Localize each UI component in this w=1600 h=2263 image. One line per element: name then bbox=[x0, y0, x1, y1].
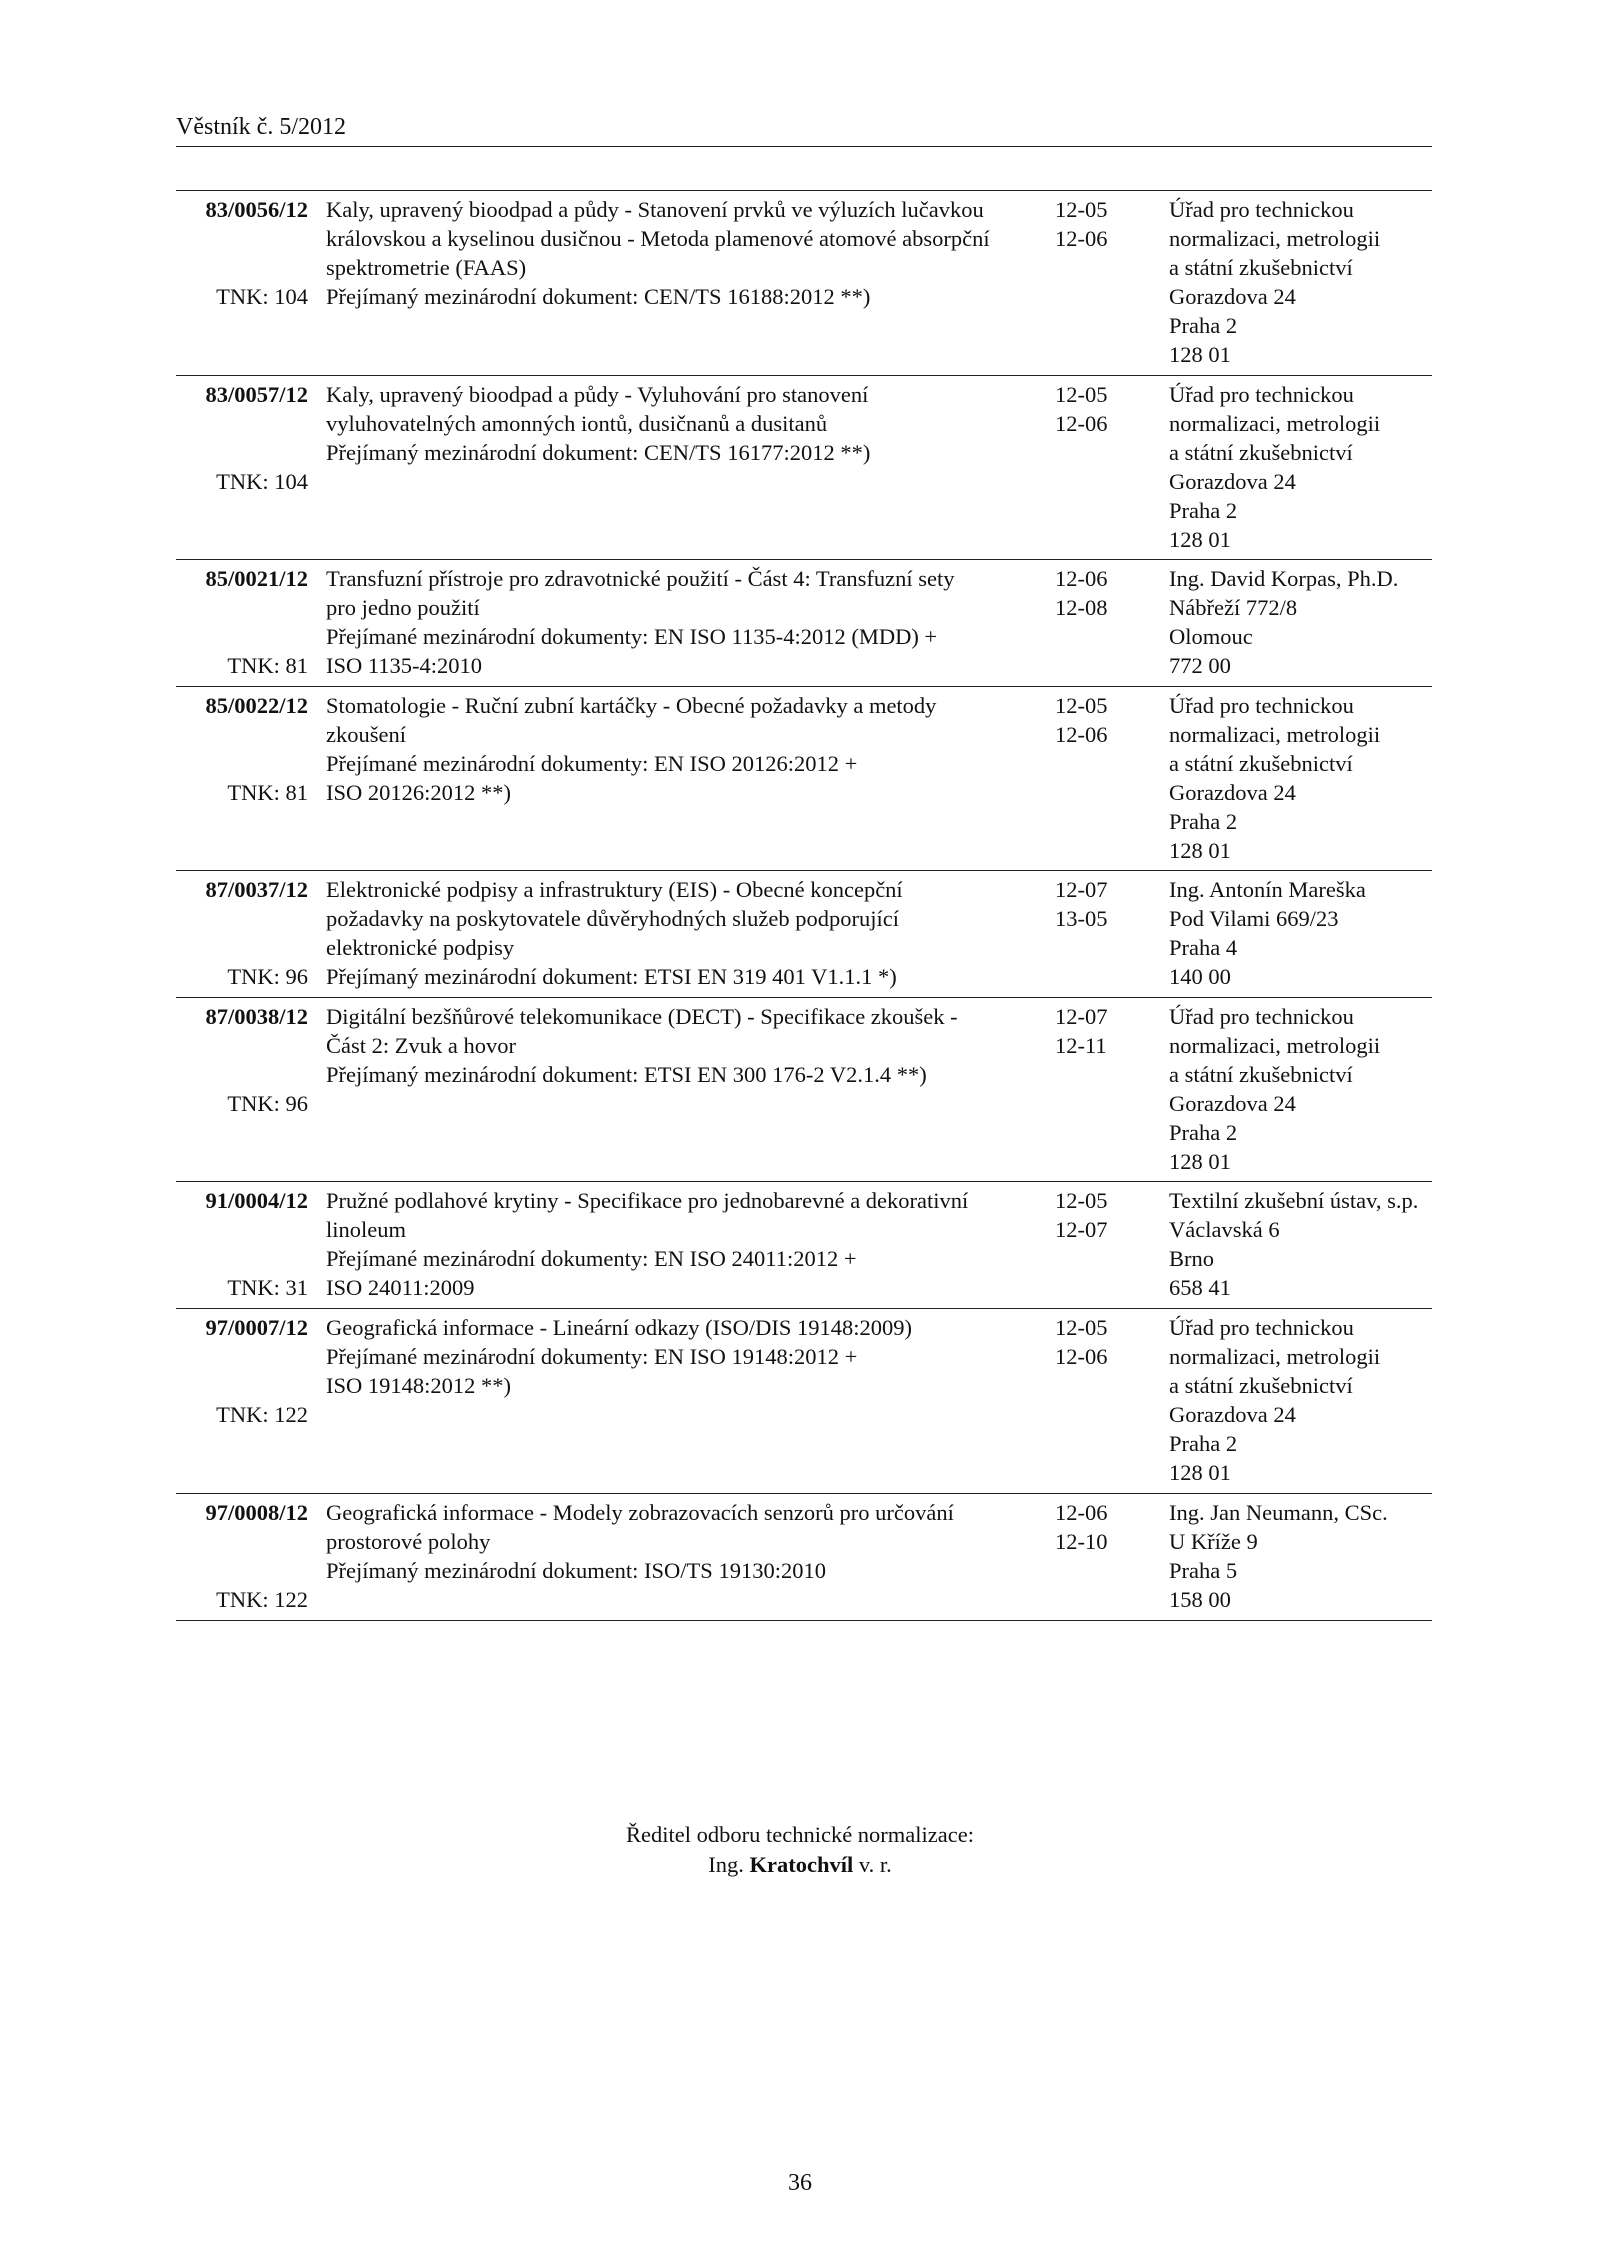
entry-processor-address-line: Ing. Jan Neumann, CSc. bbox=[1169, 1500, 1388, 1525]
entry-processor-address-line: Gorazdova 24 bbox=[1169, 1091, 1296, 1116]
entry-processor-address-line: 128 01 bbox=[1169, 838, 1231, 863]
entry-processor-address-line: Gorazdova 24 bbox=[1169, 1402, 1296, 1427]
table-row bbox=[176, 687, 1432, 871]
entry-processor-address-line: normalizaci, metrologii bbox=[1169, 226, 1381, 251]
entry-description-line: Digitální bezšňůrové telekomunikace (DECT) - Specifikace zkoušek - bbox=[326, 1004, 958, 1029]
entry-description-line: Přejímaný mezinárodní dokument: ETSI EN 300 176-2 V2.1.4 **) bbox=[326, 1062, 927, 1087]
entry-processor-address-line: normalizaci, metrologii bbox=[1169, 1344, 1381, 1369]
entry-dates-line: 12-10 bbox=[1055, 1529, 1108, 1554]
entry-processor-address-line: Praha 2 bbox=[1169, 313, 1238, 338]
entry-description-line: ISO 1135-4:2010 bbox=[326, 653, 483, 678]
table-row bbox=[176, 560, 1432, 687]
entry-id-cell bbox=[176, 691, 308, 805]
entry-id-cell bbox=[176, 564, 308, 678]
entry-processor-address-line: 128 01 bbox=[1169, 1149, 1231, 1174]
entry-tnk: TNK: 122 bbox=[216, 1587, 308, 1612]
entry-processor-address bbox=[1169, 875, 1439, 991]
entry-processor-address-line: Úřad pro technickou bbox=[1169, 197, 1354, 222]
entry-description-line: zkoušení bbox=[326, 722, 406, 747]
entry-description-line: linoleum bbox=[326, 1217, 406, 1242]
entry-dates bbox=[1055, 1002, 1135, 1060]
journal-title: Věstník č. 5/2012 bbox=[176, 114, 346, 140]
entry-processor-address bbox=[1169, 380, 1439, 554]
entry-dates-line: 12-07 bbox=[1055, 877, 1108, 902]
signature-name bbox=[0, 1850, 1600, 1880]
entry-description-line: vyluhovatelných amonných iontů, dusičnanů a dusitanů bbox=[326, 411, 828, 436]
entry-description-line: Přejímaný mezinárodní dokument: CEN/TS 16188:2012 **) bbox=[326, 284, 871, 309]
entry-processor-address-line: Úřad pro technickou bbox=[1169, 1315, 1354, 1340]
signature-role: Ředitel odboru technické normalizace: bbox=[626, 1822, 974, 1847]
entry-dates-line: 12-06 bbox=[1055, 722, 1108, 747]
entry-processor-address-line: Pod Vilami 669/23 bbox=[1169, 906, 1339, 931]
signature-surname: Kratochvíl bbox=[749, 1852, 854, 1877]
entry-code: 85/0022/12 bbox=[205, 693, 308, 718]
entry-description-line: pro jedno použití bbox=[326, 595, 480, 620]
entry-processor-address-line: Praha 2 bbox=[1169, 498, 1238, 523]
entry-code: 85/0021/12 bbox=[205, 566, 308, 591]
entry-dates-line: 12-06 bbox=[1055, 566, 1108, 591]
entry-processor-address bbox=[1169, 1313, 1439, 1487]
entry-dates-line: 12-05 bbox=[1055, 1188, 1108, 1213]
entry-dates bbox=[1055, 875, 1135, 933]
entry-processor-address bbox=[1169, 564, 1439, 680]
entry-description-line: spektrometrie (FAAS) bbox=[326, 255, 527, 280]
entry-code: 97/0007/12 bbox=[205, 1315, 308, 1340]
entry-processor-address-line: 158 00 bbox=[1169, 1587, 1231, 1612]
entry-dates-line: 12-06 bbox=[1055, 411, 1108, 436]
entry-description-line: Přejímané mezinárodní dokumenty: EN ISO 24011:2012 + bbox=[326, 1246, 857, 1271]
entry-dates-line: 12-05 bbox=[1055, 693, 1108, 718]
entry-processor-address bbox=[1169, 1002, 1439, 1176]
table-row bbox=[176, 1309, 1432, 1494]
entry-description-line: ISO 19148:2012 **) bbox=[326, 1373, 511, 1398]
entry-code: 83/0056/12 bbox=[205, 197, 308, 222]
entry-description-line: Přejímané mezinárodní dokumenty: EN ISO 19148:2012 + bbox=[326, 1344, 858, 1369]
page-header bbox=[176, 112, 1432, 147]
entry-tnk: TNK: 96 bbox=[227, 964, 308, 989]
entry-processor-address-line: 772 00 bbox=[1169, 653, 1231, 678]
entry-processor-address bbox=[1169, 1498, 1439, 1614]
entry-description-line: Geografická informace - Modely zobrazovacích senzorů pro určování bbox=[326, 1500, 954, 1525]
entry-processor-address-line: Olomouc bbox=[1169, 624, 1253, 649]
entry-processor-address-line: Praha 4 bbox=[1169, 935, 1238, 960]
entry-processor-address-line: Gorazdova 24 bbox=[1169, 780, 1296, 805]
entry-dates bbox=[1055, 1498, 1135, 1556]
entry-code: 97/0008/12 bbox=[205, 1500, 308, 1525]
entry-processor-address-line: normalizaci, metrologii bbox=[1169, 411, 1381, 436]
entry-processor-address-line: Ing. Antonín Mareška bbox=[1169, 877, 1366, 902]
page-number: 36 bbox=[788, 2170, 812, 2196]
entry-dates bbox=[1055, 564, 1135, 622]
entry-dates-line: 12-08 bbox=[1055, 595, 1108, 620]
entry-description-line: ISO 20126:2012 **) bbox=[326, 780, 511, 805]
entry-description-line: královskou a kyselinou dusičnou - Metoda plamenové atomové absorpční bbox=[326, 226, 990, 251]
entry-dates-line: 12-05 bbox=[1055, 1315, 1108, 1340]
table-row bbox=[176, 376, 1432, 560]
entry-processor-address-line: U Kříže 9 bbox=[1169, 1529, 1258, 1554]
entry-dates-line: 12-05 bbox=[1055, 197, 1108, 222]
entry-dates-line: 12-07 bbox=[1055, 1217, 1108, 1242]
entry-dates bbox=[1055, 1313, 1135, 1371]
entry-tnk: TNK: 122 bbox=[216, 1402, 308, 1427]
entry-processor-address-line: Praha 5 bbox=[1169, 1558, 1238, 1583]
entry-processor-address bbox=[1169, 691, 1439, 865]
entry-id-cell bbox=[176, 1498, 308, 1612]
entry-tnk: TNK: 31 bbox=[227, 1275, 308, 1300]
entry-processor-address-line: Úřad pro technickou bbox=[1169, 382, 1354, 407]
entry-code: 87/0037/12 bbox=[205, 877, 308, 902]
signature-suffix: v. r. bbox=[858, 1852, 892, 1877]
entry-id-cell bbox=[176, 380, 308, 494]
entry-processor-address-line: Ing. David Korpas, Ph.D. bbox=[1169, 566, 1399, 591]
entry-description-line: Přejímaný mezinárodní dokument: ISO/TS 19130:2010 bbox=[326, 1558, 826, 1583]
signature-prefix: Ing. bbox=[708, 1852, 744, 1877]
entry-tnk: TNK: 96 bbox=[227, 1091, 308, 1116]
entry-tnk: TNK: 104 bbox=[216, 469, 308, 494]
entry-processor-address-line: Praha 2 bbox=[1169, 1120, 1238, 1145]
entry-processor-address-line: normalizaci, metrologii bbox=[1169, 722, 1381, 747]
entry-processor-address-line: Praha 2 bbox=[1169, 809, 1238, 834]
entry-processor-address bbox=[1169, 1186, 1439, 1302]
entry-description-line: Kaly, upravený bioodpad a půdy - Vyluhování pro stanovení bbox=[326, 382, 869, 407]
entry-description-line: Pružné podlahové krytiny - Specifikace pro jednobarevné a dekorativní bbox=[326, 1188, 969, 1213]
entry-id-cell bbox=[176, 1186, 308, 1300]
entry-processor-address-line: Gorazdova 24 bbox=[1169, 469, 1296, 494]
table-row bbox=[176, 1182, 1432, 1309]
entry-processor-address-line: normalizaci, metrologii bbox=[1169, 1033, 1381, 1058]
entry-processor-address-line: a státní zkušebnictví bbox=[1169, 255, 1353, 280]
entry-id-cell bbox=[176, 875, 308, 989]
entry-id-cell bbox=[176, 1002, 308, 1116]
entry-code: 91/0004/12 bbox=[205, 1188, 308, 1213]
entry-description-line: Část 2: Zvuk a hovor bbox=[326, 1033, 516, 1058]
entry-processor-address-line: a státní zkušebnictví bbox=[1169, 1062, 1353, 1087]
entry-tnk: TNK: 81 bbox=[227, 780, 308, 805]
entry-description-line: Přejímané mezinárodní dokumenty: EN ISO 20126:2012 + bbox=[326, 751, 858, 776]
entry-processor-address-line: Praha 2 bbox=[1169, 1431, 1238, 1456]
entry-dates bbox=[1055, 195, 1135, 253]
entry-processor-address-line: Úřad pro technickou bbox=[1169, 1004, 1354, 1029]
entry-code: 83/0057/12 bbox=[205, 382, 308, 407]
entry-processor-address-line: Václavská 6 bbox=[1169, 1217, 1280, 1242]
entry-code: 87/0038/12 bbox=[205, 1004, 308, 1029]
entry-processor-address-line: 658 41 bbox=[1169, 1275, 1231, 1300]
entry-dates-line: 13-05 bbox=[1055, 906, 1108, 931]
entry-dates-line: 12-05 bbox=[1055, 382, 1108, 407]
entry-description-line: Přejímané mezinárodní dokumenty: EN ISO 1135-4:2012 (MDD) + bbox=[326, 624, 938, 649]
entry-id-cell bbox=[176, 195, 308, 309]
entry-processor-address-line: 128 01 bbox=[1169, 1460, 1231, 1485]
entry-dates-line: 12-06 bbox=[1055, 1500, 1108, 1525]
entry-dates-line: 12-11 bbox=[1055, 1033, 1107, 1058]
entry-description-line: Přejímaný mezinárodní dokument: ETSI EN 319 401 V1.1.1 *) bbox=[326, 964, 897, 989]
entry-processor-address-line: Brno bbox=[1169, 1246, 1214, 1271]
entry-description-line: elektronické podpisy bbox=[326, 935, 515, 960]
entry-processor-address-line: Textilní zkušební ústav, s.p. bbox=[1169, 1188, 1419, 1213]
entry-processor-address-line: Gorazdova 24 bbox=[1169, 284, 1296, 309]
entry-processor-address-line: a státní zkušebnictví bbox=[1169, 440, 1353, 465]
entry-processor-address-line: Úřad pro technickou bbox=[1169, 693, 1354, 718]
entry-description-line: ISO 24011:2009 bbox=[326, 1275, 475, 1300]
entry-processor-address-line: 128 01 bbox=[1169, 527, 1231, 552]
entry-description-line: Stomatologie - Ruční zubní kartáčky - Obecné požadavky a metody bbox=[326, 693, 937, 718]
entry-processor-address-line: a státní zkušebnictví bbox=[1169, 751, 1353, 776]
entry-tnk: TNK: 104 bbox=[216, 284, 308, 309]
entry-tnk: TNK: 81 bbox=[227, 653, 308, 678]
entry-description-line: Elektronické podpisy a infrastruktury (EIS) - Obecné koncepční bbox=[326, 877, 903, 902]
entry-dates-line: 12-06 bbox=[1055, 226, 1108, 251]
entry-processor-address-line: 140 00 bbox=[1169, 964, 1231, 989]
table-row bbox=[176, 871, 1432, 998]
entry-id-cell bbox=[176, 1313, 308, 1427]
entry-description-line: Kaly, upravený bioodpad a půdy - Stanovení prvků ve výluzích lučavkou bbox=[326, 197, 984, 222]
signature-block bbox=[0, 1820, 1600, 1880]
entry-processor-address-line: a státní zkušebnictví bbox=[1169, 1373, 1353, 1398]
table-row bbox=[176, 191, 1432, 376]
entry-dates-line: 12-06 bbox=[1055, 1344, 1108, 1369]
entry-processor-address bbox=[1169, 195, 1439, 369]
standards-table bbox=[176, 190, 1432, 1621]
entry-processor-address-line: Nábřeží 772/8 bbox=[1169, 595, 1298, 620]
entry-description-line: požadavky na poskytovatele důvěryhodných služeb podporující bbox=[326, 906, 899, 931]
entry-description-line: Geografická informace - Lineární odkazy (ISO/DIS 19148:2009) bbox=[326, 1315, 913, 1340]
table-row bbox=[176, 1494, 1432, 1621]
entry-dates bbox=[1055, 380, 1135, 438]
entry-processor-address-line: 128 01 bbox=[1169, 342, 1231, 367]
entry-dates bbox=[1055, 691, 1135, 749]
table-row bbox=[176, 998, 1432, 1182]
entry-dates-line: 12-07 bbox=[1055, 1004, 1108, 1029]
entry-dates bbox=[1055, 1186, 1135, 1244]
entry-description-line: Transfuzní přístroje pro zdravotnické použití - Část 4: Transfuzní sety bbox=[326, 566, 955, 591]
entry-description-line: prostorové polohy bbox=[326, 1529, 491, 1554]
entry-description-line: Přejímaný mezinárodní dokument: CEN/TS 16177:2012 **) bbox=[326, 440, 871, 465]
